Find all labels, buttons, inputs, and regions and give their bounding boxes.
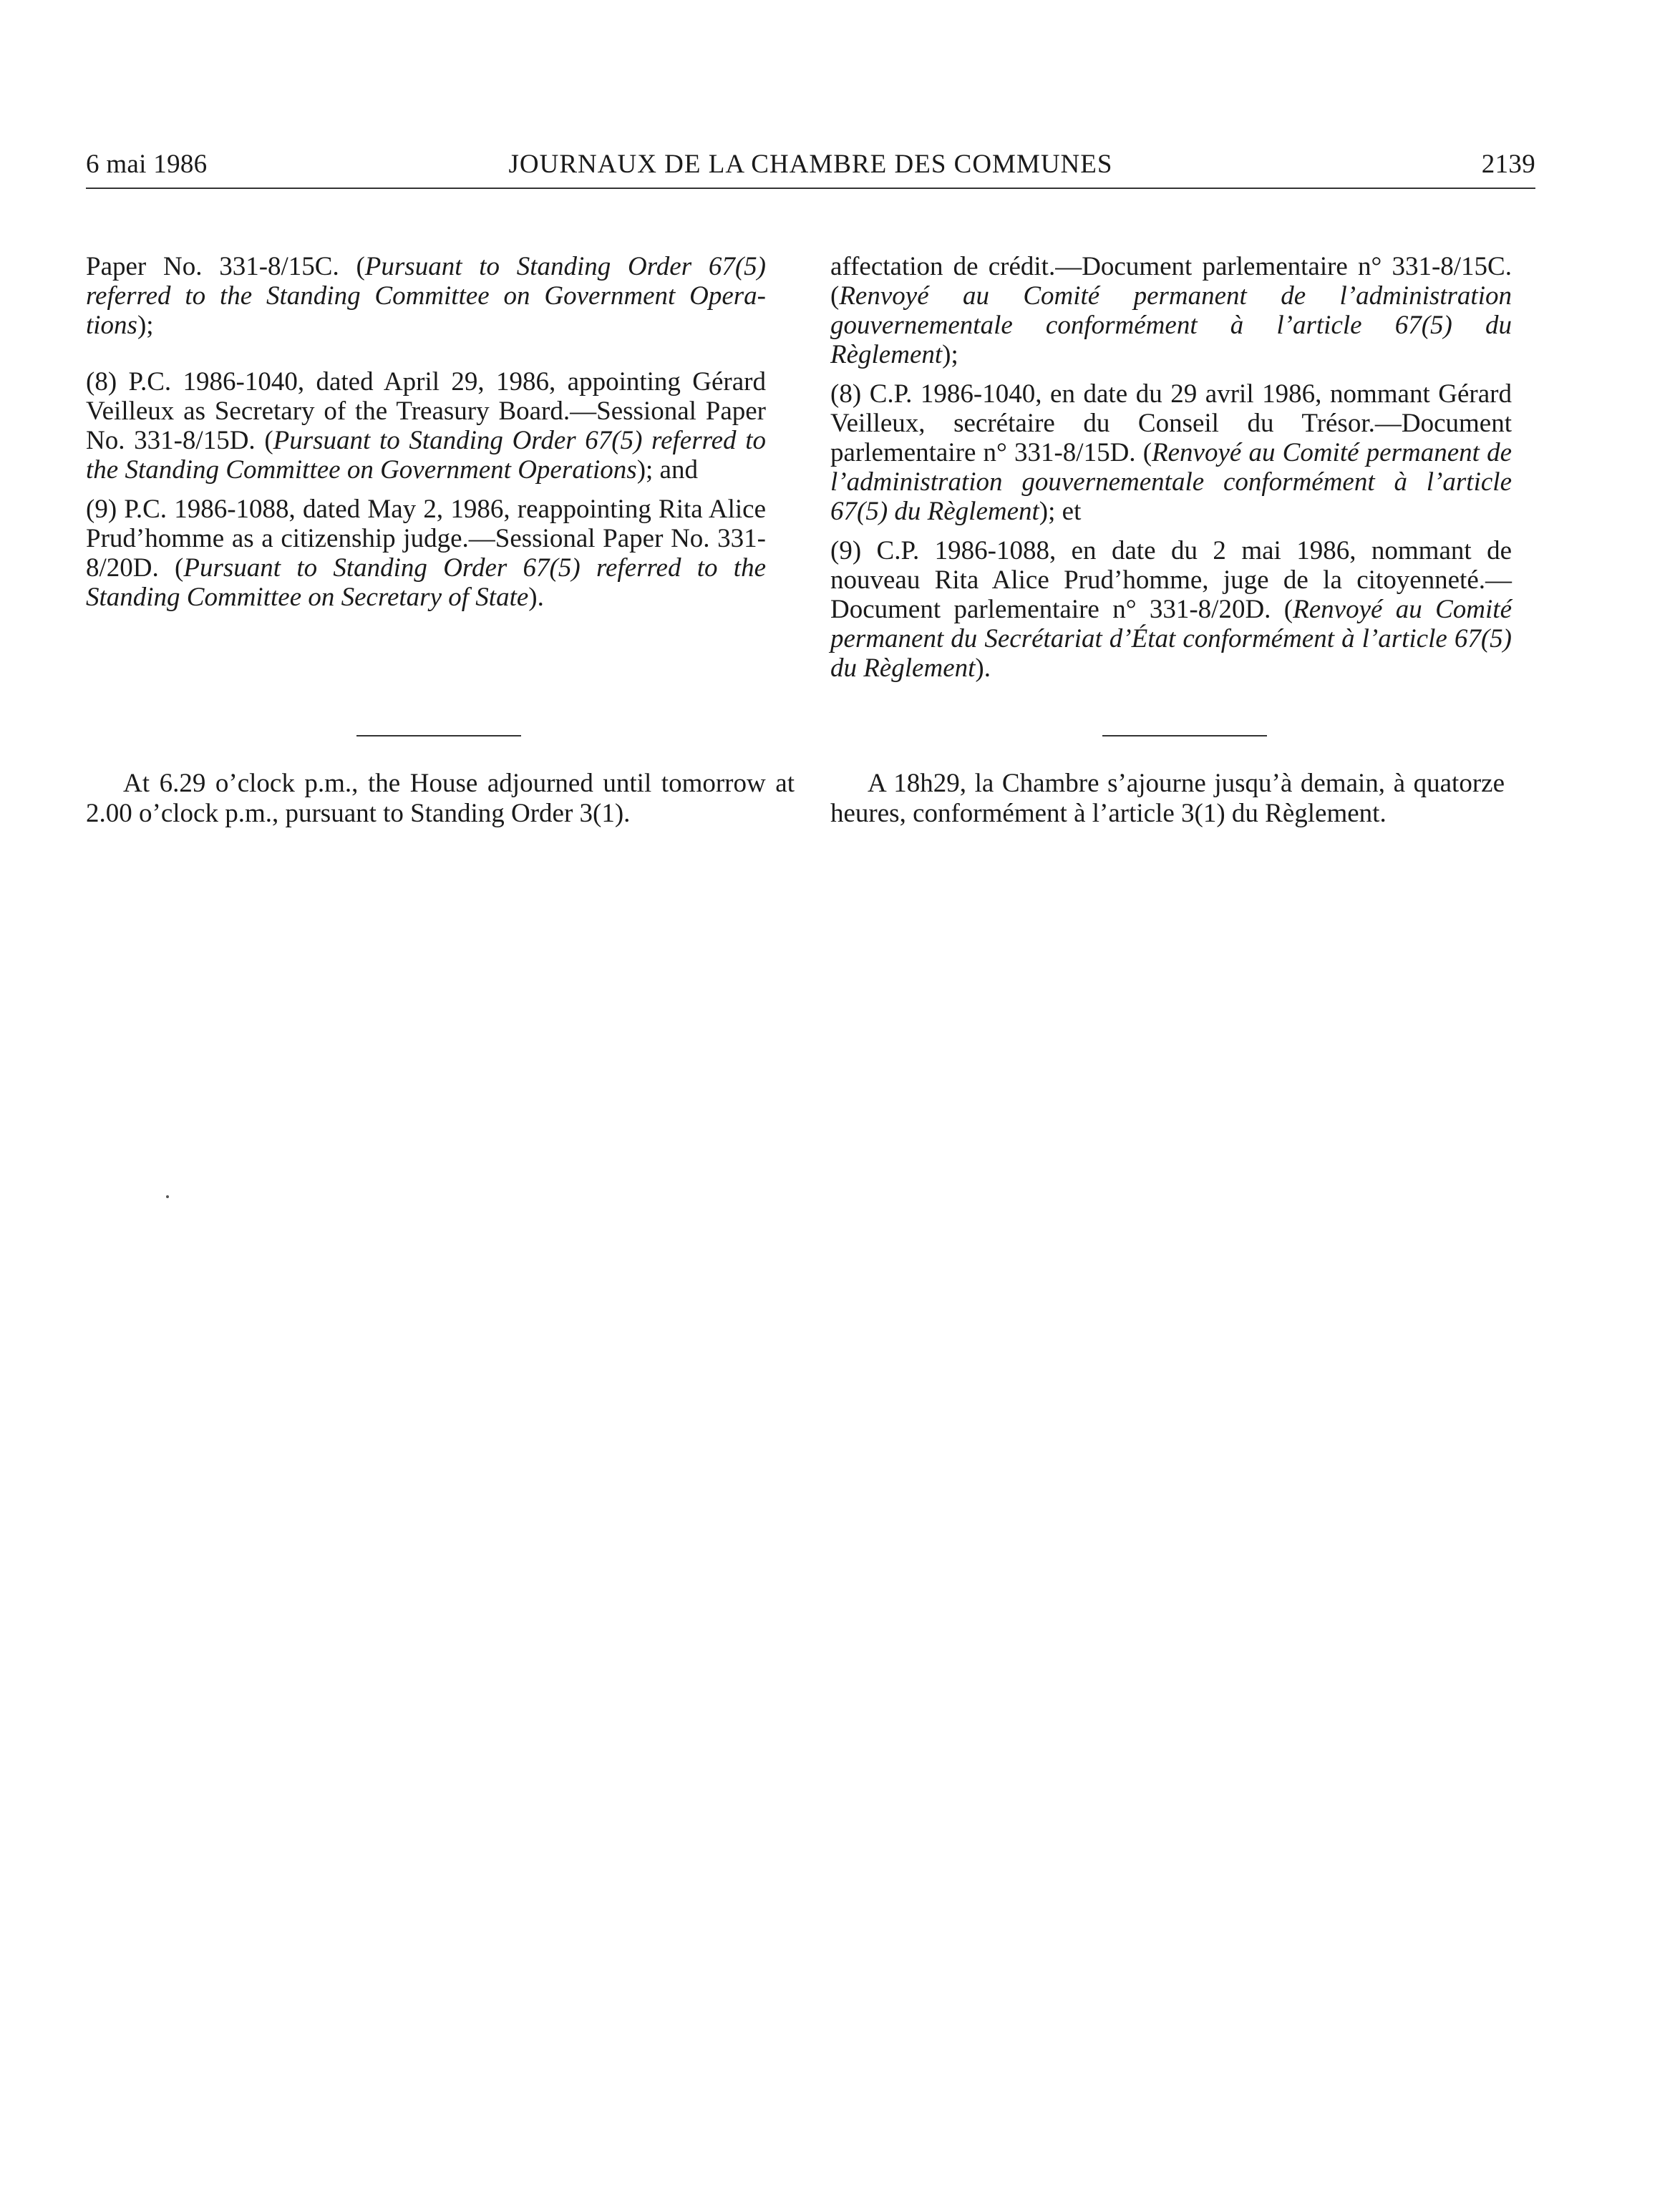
header-rule — [86, 188, 1535, 189]
journal-title: JOURNAUX DE LA CHAMBRE DES COMMUNES — [508, 150, 1113, 179]
english-paragraph-item-8: (8) P.C. 1986-1040, dated April 29, 1986, appointing Gérard Veilleux as Secretary of the Treasury Board.—Sessional Paper No. 331-8/15D. (Pursuant to Standing Order 67(5) referred to the Standing Committee on Government Operations); and — [86, 367, 766, 485]
english-adjournment-text: At 6.29 o’clock p.m., the House adjourned until tomorrow at 2.00 o’clock p.m., pursuant to Standing Order 3(1). — [86, 769, 795, 828]
french-paragraph-item-9: (9) C.P. 1986-1088, en date du 2 mai 1986, nommant de nouveau Rita Alice Prud’homme, juge de la citoyenneté.—Document parlementaire n° 331-8/20D. (Renvoyé au Comité permanent du Secrétariat d’État conformément à l’article 67(5) du Règlement). — [830, 536, 1513, 683]
running-header — [86, 149, 1535, 192]
french-paragraph-item-8: (8) C.P. 1986-1040, en date du 29 avril 1986, nommant Gérard Veilleux, secrétaire du Conseil du Trésor.—Document parlementaire n° 331-8/15D. (Renvoyé au Comité permanent de l’administration gouvernementale conformément à l’article 67(5) du Règlement); et — [830, 379, 1512, 526]
english-column — [86, 252, 766, 622]
scan-speck — [166, 1195, 169, 1198]
page-number: 2139 — [1481, 150, 1535, 179]
french-column — [830, 252, 1512, 693]
english-paragraph-item-9: (9) P.C. 1986-1088, dated May 2, 1986, reappointing Rita Alice Prud’homme as a citizenship judge.—Sessional Paper No. 331-8/20D. (Pursuant to Standing Order 67(5) referred to the Standing Committee on Secretary of State). — [86, 495, 766, 612]
french-separator-rule — [1102, 735, 1267, 736]
french-paragraph-paper-15c: affectation de crédit.—Document parlementaire n° 331-8/15C. (Renvoyé au Comité permanent de l’administration gouvernementale conformément à l’article 67(5) du Règlement); — [830, 252, 1512, 369]
french-adjournment-text: A 18h29, la Chambre s’ajourne jusqu’à demain, à quatorze heures, conformément à l’article 3(1) du Règlement. — [830, 769, 1505, 828]
english-paragraph-paper-15c: Paper No. 331-8/15C. (Pursuant to Standing Order 67(5) referred to the Standing Committee on Government Operations); — [86, 252, 766, 340]
header-date: 6 mai 1986 — [86, 150, 208, 179]
english-separator-rule — [356, 735, 521, 736]
